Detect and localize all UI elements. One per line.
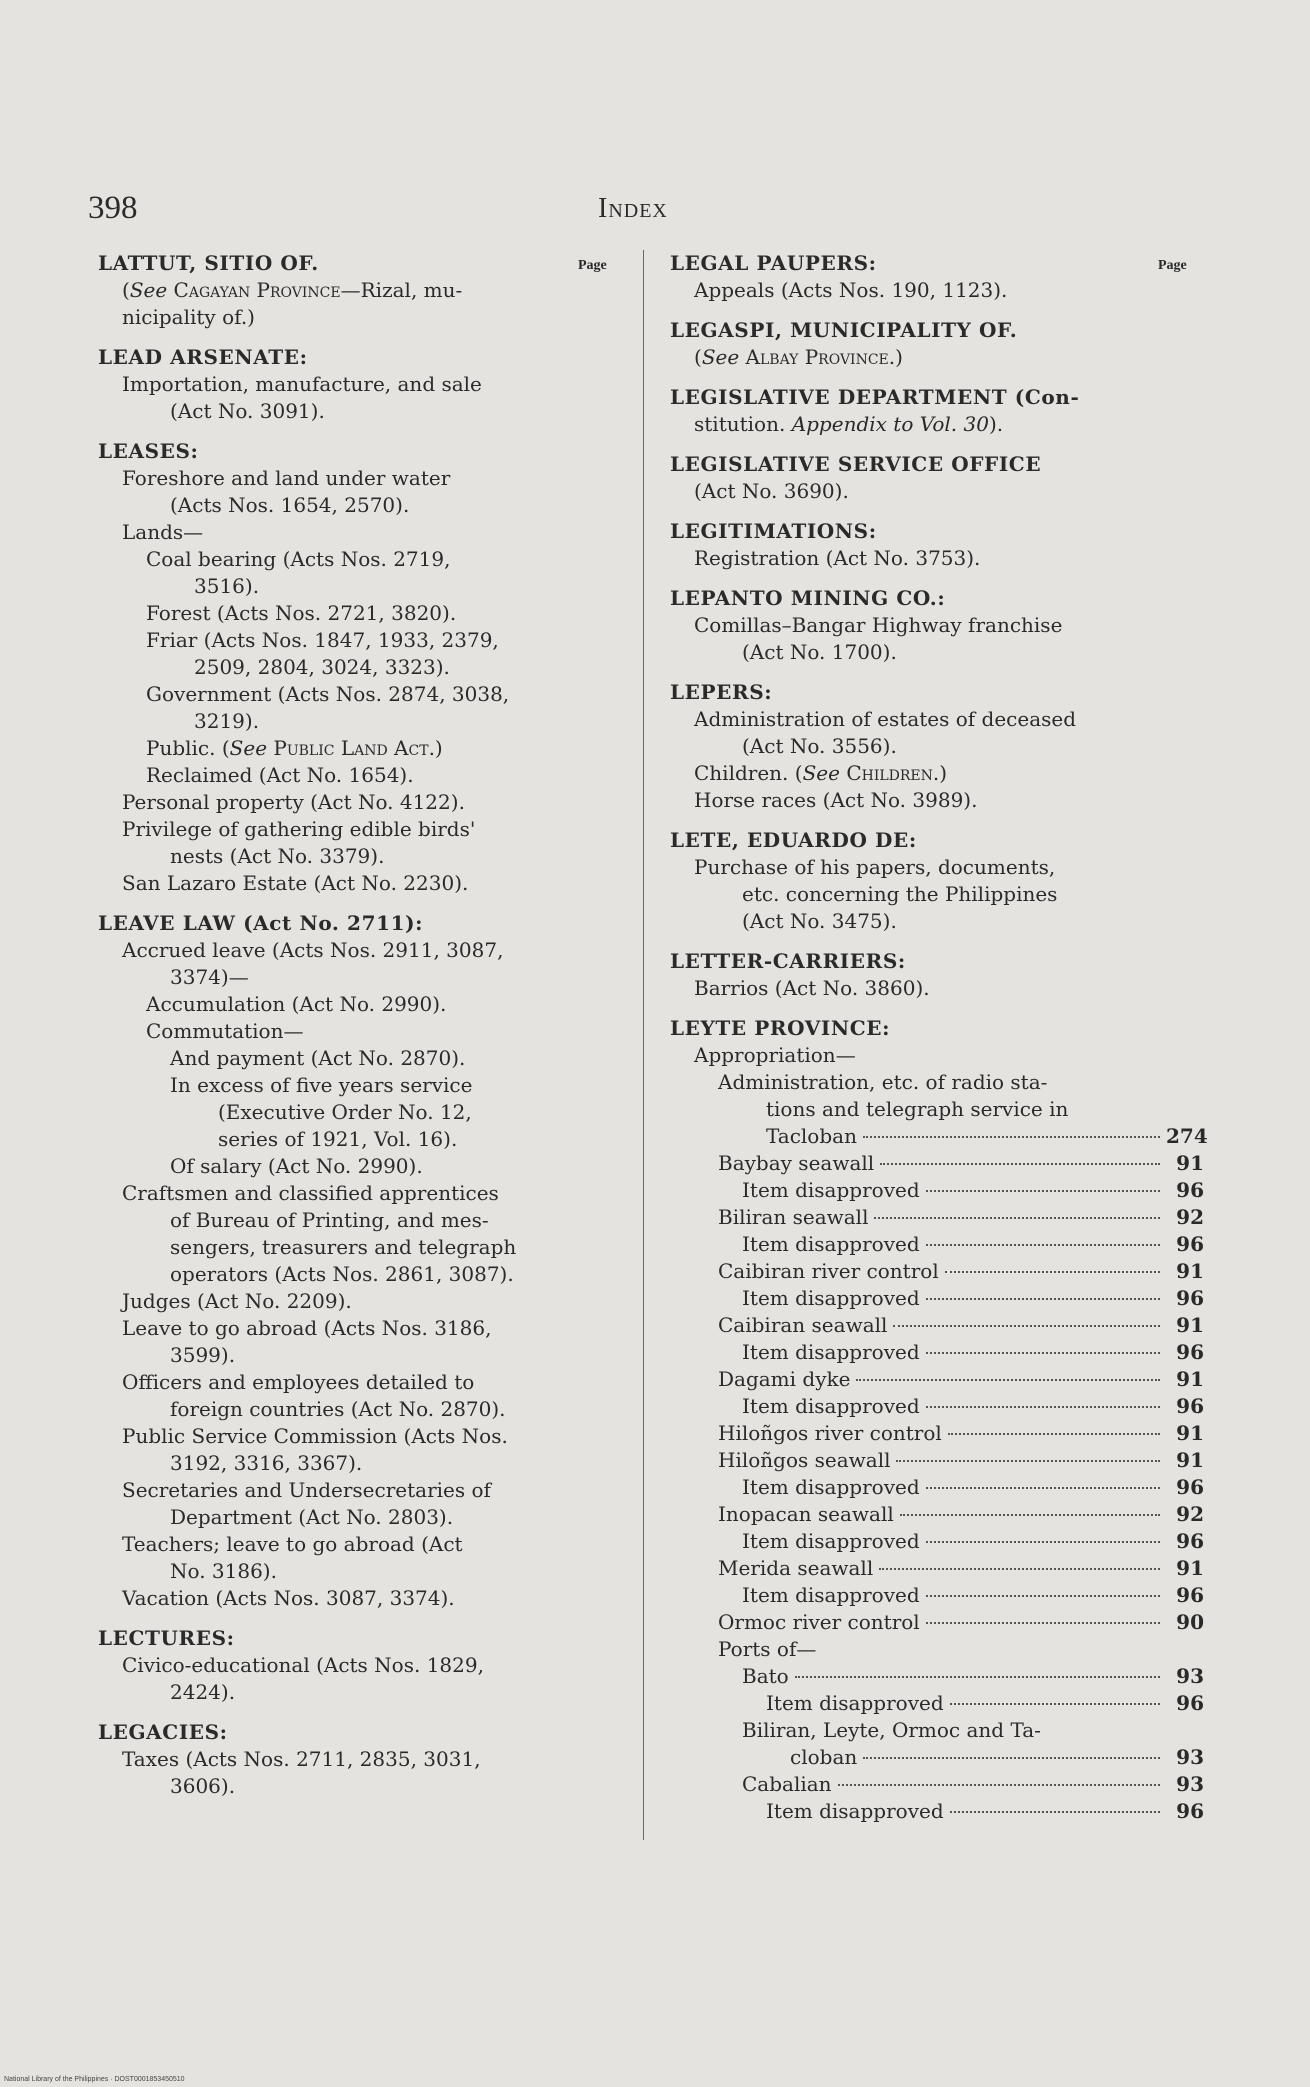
page-reference-row xyxy=(670,1636,1204,1663)
page-number-ref: 91 xyxy=(1176,1448,1204,1472)
entry-subline: Children. (See Children.) xyxy=(694,761,948,785)
entry-subline: Commutation— xyxy=(146,1019,304,1043)
page-number-ref: 90 xyxy=(1176,1610,1204,1634)
entry-subline: foreign countries (Act No. 2870). xyxy=(170,1397,506,1421)
reference-text: Bato xyxy=(742,1664,789,1688)
dot-leader xyxy=(926,1622,1160,1624)
reference-text: Item disapproved xyxy=(742,1583,920,1607)
page-number-ref: 91 xyxy=(1176,1151,1204,1175)
entry-subline: Craftsmen and classified apprentices xyxy=(122,1181,499,1205)
entry-subline: (See Albay Province.) xyxy=(694,345,903,369)
reference-text: Ormoc river control xyxy=(718,1610,920,1634)
page-reference-row xyxy=(670,1798,1204,1825)
page-reference-row xyxy=(670,1771,1204,1798)
index-entry xyxy=(98,1625,628,1706)
entry-subline: Forest (Acts Nos. 2721, 3820). xyxy=(146,601,457,625)
entry-subline: (Act No. 3690). xyxy=(694,479,849,503)
index-entry xyxy=(670,384,1204,438)
page-number-ref: 96 xyxy=(1176,1475,1204,1499)
page-number-ref: 96 xyxy=(1176,1394,1204,1418)
reference-text: cloban xyxy=(790,1745,858,1769)
page-reference-row xyxy=(670,1420,1204,1447)
page-reference-row xyxy=(670,1663,1204,1690)
entry-subline: Administration, etc. of radio sta- xyxy=(718,1070,1048,1094)
dot-leader xyxy=(896,1460,1160,1462)
index-entry xyxy=(670,317,1204,371)
entry-subline: sengers, treasurers and telegraph xyxy=(170,1235,517,1259)
entry-subline: Administration of estates of deceased xyxy=(694,707,1077,731)
reference-text: Biliran seawall xyxy=(718,1205,869,1229)
entry-subline: San Lazaro Estate (Act No. 2230). xyxy=(122,871,469,895)
index-entry xyxy=(670,585,1204,666)
reference-text: Item disapproved xyxy=(742,1394,920,1418)
entry-subline: Public Service Commission (Acts Nos. xyxy=(122,1424,508,1448)
entry-heading: LEGITIMATIONS: xyxy=(670,519,877,543)
entry-subline: 3516). xyxy=(194,574,260,598)
entry-subline: 3599). xyxy=(170,1343,236,1367)
entry-heading: LATTUT, SITIO OF. xyxy=(98,251,319,275)
entry-subline: Coal bearing (Acts Nos. 2719, xyxy=(146,547,451,571)
entry-heading: LEAVE LAW (Act No. 2711): xyxy=(98,911,424,935)
page-number-ref: 93 xyxy=(1176,1745,1204,1769)
index-entry xyxy=(670,948,1204,1002)
entry-subline: stitution. Appendix to Vol. 30). xyxy=(694,412,1004,436)
page-reference-row xyxy=(670,1258,1204,1285)
scan-footer: National Library of the Philippines · DOST0001853450510 xyxy=(4,2076,185,2083)
page-number-ref: 96 xyxy=(1176,1529,1204,1553)
dot-leader xyxy=(856,1379,1160,1381)
dot-leader xyxy=(926,1298,1160,1300)
entry-subline: Comillas–Bangar Highway franchise xyxy=(694,613,1063,637)
reference-text: Merida seawall xyxy=(718,1556,874,1580)
page-reference-row xyxy=(670,1123,1208,1150)
entry-subline: tions and telegraph service in xyxy=(766,1097,1069,1121)
page-reference-row xyxy=(670,1231,1204,1258)
index-entry xyxy=(670,518,1204,572)
entry-heading: LEGASPI, MUNICIPALITY OF. xyxy=(670,318,1018,342)
reference-text: Ports of— xyxy=(718,1637,817,1661)
index-entry xyxy=(670,1015,1208,1825)
dot-leader xyxy=(926,1406,1160,1408)
page-number-ref: 96 xyxy=(1176,1232,1204,1256)
page-column-label-left: Page xyxy=(578,258,607,273)
entry-subline: 2424). xyxy=(170,1680,236,1704)
page-number-ref: 96 xyxy=(1176,1178,1204,1202)
page-reference-row xyxy=(670,1447,1204,1474)
reference-text: Item disapproved xyxy=(766,1691,944,1715)
entry-subline: 3374)— xyxy=(170,965,249,989)
entry-subline: Leave to go abroad (Acts Nos. 3186, xyxy=(122,1316,492,1340)
entry-subline: 3606). xyxy=(170,1774,236,1798)
dot-leader xyxy=(926,1190,1160,1192)
entry-heading: LEPANTO MINING CO.: xyxy=(670,586,946,610)
entry-subline: (Act No. 3091). xyxy=(170,399,325,423)
reference-text: Biliran, Leyte, Ormoc and Ta- xyxy=(742,1718,1041,1742)
entry-subline: (Acts Nos. 1654, 2570). xyxy=(170,493,410,517)
entry-subline: operators (Acts Nos. 2861, 3087). xyxy=(170,1262,514,1286)
entry-subline: Judges (Act No. 2209). xyxy=(122,1289,352,1313)
page-number-ref: 96 xyxy=(1176,1286,1204,1310)
entry-subline: Lands— xyxy=(122,520,204,544)
page-reference-row xyxy=(670,1609,1204,1636)
entry-heading: LEYTE PROVINCE: xyxy=(670,1016,891,1040)
reference-text: Baybay seawall xyxy=(718,1151,875,1175)
index-entry xyxy=(98,910,628,1612)
page-reference-row xyxy=(670,1312,1204,1339)
reference-text: Item disapproved xyxy=(742,1178,920,1202)
entry-subline: series of 1921, Vol. 16). xyxy=(218,1127,458,1151)
entry-heading: LETTER-CARRIERS: xyxy=(670,949,906,973)
page-reference-row xyxy=(670,1528,1204,1555)
reference-text: Hiloñgos river control xyxy=(718,1421,942,1445)
index-entry xyxy=(670,451,1204,505)
entry-subline: of Bureau of Printing, and mes- xyxy=(170,1208,489,1232)
dot-leader xyxy=(926,1352,1160,1354)
page-reference-row xyxy=(670,1717,1204,1744)
entry-subline: Accrued leave (Acts Nos. 2911, 3087, xyxy=(122,938,504,962)
entry-heading: LETE, EDUARDO DE: xyxy=(670,828,917,852)
entry-subline: Taxes (Acts Nos. 2711, 2835, 3031, xyxy=(122,1747,481,1771)
page-reference-row xyxy=(670,1690,1204,1717)
reference-text: Item disapproved xyxy=(742,1340,920,1364)
index-entry xyxy=(670,250,1204,304)
dot-leader xyxy=(948,1433,1160,1435)
entry-subline: Importation, manufacture, and sale xyxy=(122,372,482,396)
entry-subline: Horse races (Act No. 3989). xyxy=(694,788,978,812)
entry-subline: 3219). xyxy=(194,709,260,733)
dot-leader xyxy=(893,1325,1160,1327)
page-number-ref: 96 xyxy=(1176,1691,1204,1715)
reference-text: Tacloban xyxy=(766,1124,857,1148)
entry-subline: Of salary (Act No. 2990). xyxy=(170,1154,423,1178)
dot-leader xyxy=(926,1595,1160,1597)
page-number-ref: 93 xyxy=(1176,1772,1204,1796)
dot-leader xyxy=(795,1676,1160,1678)
column-divider xyxy=(643,250,644,1840)
dot-leader xyxy=(945,1271,1160,1273)
page-reference-row xyxy=(670,1285,1204,1312)
entry-subline: (See Cagayan Province—Rizal, mu- xyxy=(122,278,463,302)
entry-heading: LEGISLATIVE DEPARTMENT (Con- xyxy=(670,385,1080,409)
entry-subline: Accumulation (Act No. 2990). xyxy=(146,992,447,1016)
entry-subline: Privilege of gathering edible birds' xyxy=(122,817,476,841)
reference-text: Caibiran river control xyxy=(718,1259,939,1283)
entry-heading: LEGAL PAUPERS: xyxy=(670,251,877,275)
index-entry xyxy=(98,344,628,425)
page-number-ref: 96 xyxy=(1176,1799,1204,1823)
index-entry xyxy=(98,1719,628,1800)
entry-subline: nests (Act No. 3379). xyxy=(170,844,385,868)
page-number-ref: 91 xyxy=(1176,1421,1204,1445)
entry-heading: LEAD ARSENATE: xyxy=(98,345,308,369)
entry-subline: Officers and employees detailed to xyxy=(122,1370,475,1394)
index-entry xyxy=(670,827,1204,935)
page-number-ref: 93 xyxy=(1176,1664,1204,1688)
entry-subline: (Act No. 1700). xyxy=(742,640,897,664)
reference-text: Item disapproved xyxy=(742,1232,920,1256)
entry-subline: 2509, 2804, 3024, 3323). xyxy=(194,655,450,679)
entry-subline: (Act No. 3556). xyxy=(742,734,897,758)
entry-subline: Registration (Act No. 3753). xyxy=(694,546,981,570)
dot-leader xyxy=(926,1541,1160,1543)
entry-subline: Reclaimed (Act No. 1654). xyxy=(146,763,414,787)
entry-subline: 3192, 3316, 3367). xyxy=(170,1451,363,1475)
dot-leader xyxy=(880,1163,1160,1165)
dot-leader xyxy=(863,1136,1160,1138)
entry-subline: Appropriation— xyxy=(694,1043,856,1067)
page-reference-row xyxy=(670,1339,1204,1366)
entry-subline: Public. (See Public Land Act.) xyxy=(146,736,443,760)
index-column-right xyxy=(670,250,1208,1825)
entry-subline: Department (Act No. 2803). xyxy=(170,1505,454,1529)
page-reference-row xyxy=(670,1555,1204,1582)
entry-heading: LECTURES: xyxy=(98,1626,235,1650)
dot-leader xyxy=(900,1514,1160,1516)
dot-leader xyxy=(874,1217,1160,1219)
dot-leader xyxy=(863,1757,1160,1759)
entry-subline: Secretaries and Undersecretaries of xyxy=(122,1478,491,1502)
dot-leader xyxy=(926,1487,1160,1489)
entry-subline: Personal property (Act No. 4122). xyxy=(122,790,465,814)
page-number-ref: 92 xyxy=(1176,1502,1204,1526)
page-column-label-right: Page xyxy=(1158,258,1187,273)
entry-subline: Barrios (Act No. 3860). xyxy=(694,976,930,1000)
dot-leader xyxy=(838,1784,1160,1786)
page-reference-row xyxy=(670,1204,1204,1231)
reference-text: Hiloñgos seawall xyxy=(718,1448,891,1472)
dot-leader xyxy=(879,1568,1160,1570)
dot-leader xyxy=(926,1244,1160,1246)
page-reference-row xyxy=(670,1744,1204,1771)
entry-subline: In excess of five years service xyxy=(170,1073,473,1097)
dot-leader xyxy=(950,1811,1160,1813)
entry-subline: (Executive Order No. 12, xyxy=(218,1100,472,1124)
reference-text: Caibiran seawall xyxy=(718,1313,888,1337)
reference-text: Dagami dyke xyxy=(718,1367,851,1391)
reference-text: Inopacan seawall xyxy=(718,1502,894,1526)
entry-subline: (Act No. 3475). xyxy=(742,909,897,933)
running-head: Index xyxy=(598,193,668,224)
entry-subline: No. 3186). xyxy=(170,1559,277,1583)
page-reference-row xyxy=(670,1474,1204,1501)
page-reference-row xyxy=(670,1366,1204,1393)
index-entry xyxy=(98,438,628,897)
entry-heading: LEPERS: xyxy=(670,680,773,704)
entry-heading: LEGISLATIVE SERVICE OFFICE xyxy=(670,452,1042,476)
entry-subline: Purchase of his papers, documents, xyxy=(694,855,1056,879)
page-reference-row xyxy=(670,1393,1204,1420)
entry-subline: Foreshore and land under water xyxy=(122,466,451,490)
page-reference-row xyxy=(670,1177,1204,1204)
reference-text: Item disapproved xyxy=(742,1286,920,1310)
reference-text: Item disapproved xyxy=(742,1529,920,1553)
page-reference-row xyxy=(670,1501,1204,1528)
entry-subline: Appeals (Acts Nos. 190, 1123). xyxy=(694,278,1008,302)
page-number-ref: 92 xyxy=(1176,1205,1204,1229)
reference-text: Item disapproved xyxy=(742,1475,920,1499)
entry-subline: etc. concerning the Philippines xyxy=(742,882,1058,906)
page-reference-row xyxy=(670,1582,1204,1609)
entry-subline: And payment (Act No. 2870). xyxy=(170,1046,466,1070)
dot-leader xyxy=(950,1703,1160,1705)
page-number: 398 xyxy=(88,190,138,226)
index-entry xyxy=(670,679,1204,814)
entry-subline: Government (Acts Nos. 2874, 3038, xyxy=(146,682,510,706)
page-number-ref: 91 xyxy=(1176,1259,1204,1283)
entry-heading: LEGACIES: xyxy=(98,1720,228,1744)
entry-subline: Vacation (Acts Nos. 3087, 3374). xyxy=(122,1586,455,1610)
entry-heading: LEASES: xyxy=(98,439,199,463)
page-number-ref: 274 xyxy=(1166,1124,1208,1148)
reference-text: Cabalian xyxy=(742,1772,832,1796)
page-number-ref: 91 xyxy=(1176,1556,1204,1580)
page-number-ref: 96 xyxy=(1176,1583,1204,1607)
entry-subline: nicipality of.) xyxy=(122,305,255,329)
entry-subline: Friar (Acts Nos. 1847, 1933, 2379, xyxy=(146,628,499,652)
index-entry xyxy=(98,250,628,331)
page-number-ref: 91 xyxy=(1176,1313,1204,1337)
page-number-ref: 96 xyxy=(1176,1340,1204,1364)
entry-subline: Teachers; leave to go abroad (Act xyxy=(122,1532,463,1556)
page-reference-row xyxy=(670,1150,1204,1177)
reference-text: Item disapproved xyxy=(766,1799,944,1823)
entry-subline: Civico-educational (Acts Nos. 1829, xyxy=(122,1653,484,1677)
index-column-left xyxy=(98,250,628,1813)
page-number-ref: 91 xyxy=(1176,1367,1204,1391)
